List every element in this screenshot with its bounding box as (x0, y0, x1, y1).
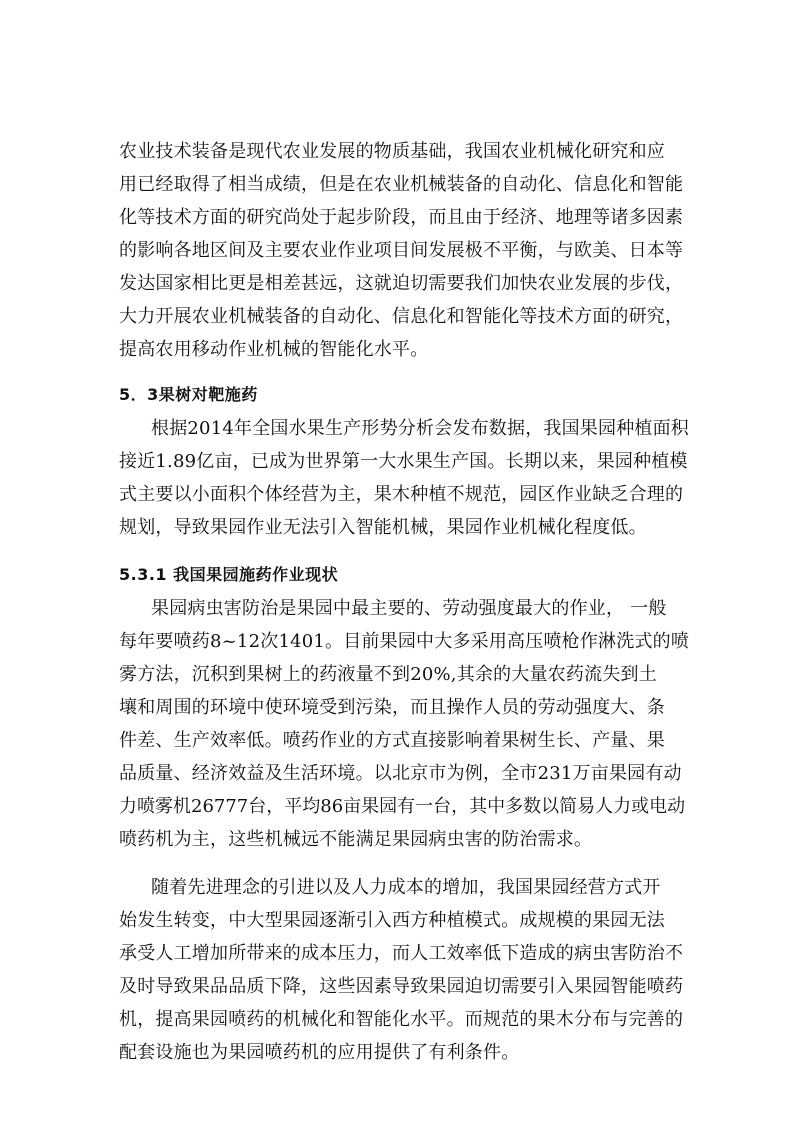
paragraph-line: 壤和周围的环境中使环境受到污染，而且操作人员的劳动强度大、条 (119, 697, 665, 718)
paragraph-line: 力喷雾机26777台，平均86亩果园有一台，其中多数以简易人力或电动 (119, 796, 686, 817)
paragraph-line: 随着先进理念的引进以及人力成本的增加，我国果园经营方式开 (151, 877, 661, 898)
paragraph-line: 根据2014年全国水果生产形势分析会发布数据，我国果园种植面积 (151, 418, 690, 439)
paragraph-line: 始发生转变，中大型果园逐渐引入西方种植模式。成规模的果园无法 (119, 910, 665, 931)
section-heading-5-3-1: 5.3.1 我国果园施药作业现状 (119, 565, 339, 584)
paragraph-line: 规划，导致果园作业无法引入智能机械，果园作业机械化程度低。 (119, 517, 647, 538)
paragraph-line: 接近1.89亿亩，已成为世界第一大水果生产国。长期以来，果园种植模 (119, 451, 688, 472)
paragraph-line: 农业技术装备是现代农业发展的物质基础，我国农业机械化研究和应 (119, 141, 665, 162)
paragraph-line: 发达国家相比更是相差甚远，这就迫切需要我们加快农业发展的步伐， (119, 273, 684, 294)
section-heading-5-3: 5．3果树对靶施药 (119, 385, 258, 404)
paragraph-line: 品质量、经济效益及生活环境。以北京市为例，全市231万亩果园有动 (119, 763, 682, 784)
paragraph-line: 承受人工增加所带来的成本压力，而人工效率低下造成的病虫害防治不 (119, 943, 684, 964)
paragraph-line: 式主要以小面积个体经营为主，果木种植不规范，园区作业缺乏合理的 (119, 484, 684, 505)
paragraph-line: 的影响各地区间及主要农业作业项目间发展极不平衡，与欧美、日本等 (119, 240, 684, 261)
paragraph-line: 每年要喷药8~12次1401。目前果园中大多采用高压喷枪作淋洗式的喷 (119, 631, 690, 652)
paragraph-line: 大力开展农业机械装备的自动化、信息化和智能化等技术方面的研究， (119, 306, 684, 327)
paragraph-line: 及时导致果品品质下降，这些因素导致果园迫切需要引入果园智能喷药 (119, 976, 684, 997)
paragraph-line: 雾方法，沉积到果树上的药液量不到20%,其余的大量农药流失到土 (119, 664, 657, 685)
paragraph-line: 喷药机为主，这些机械远不能满足果园病虫害的防治需求。 (119, 829, 593, 850)
paragraph-line: 提高农用移动作业机械的智能化水平。 (119, 339, 429, 360)
paragraph-line: 机，提高果园喷药的机械化和智能化水平。而规范的果木分布与完善的 (119, 1009, 684, 1030)
paragraph-line: 果园病虫害防治是果园中最主要的、劳动强度最大的作业， 一般 (151, 598, 667, 619)
paragraph-line: 配套设施也为果园喷药机的应用提供了有利条件。 (119, 1042, 520, 1063)
paragraph-line: 件差、生产效率低。喷药作业的方式直接影响着果树生长、产量、果 (119, 730, 665, 751)
paragraph-line: 用已经取得了相当成绩，但是在农业机械装备的自动化、信息化和智能 (119, 174, 684, 195)
paragraph-line: 化等技术方面的研究尚处于起步阶段，而且由于经济、地理等诸多因素 (119, 207, 684, 228)
